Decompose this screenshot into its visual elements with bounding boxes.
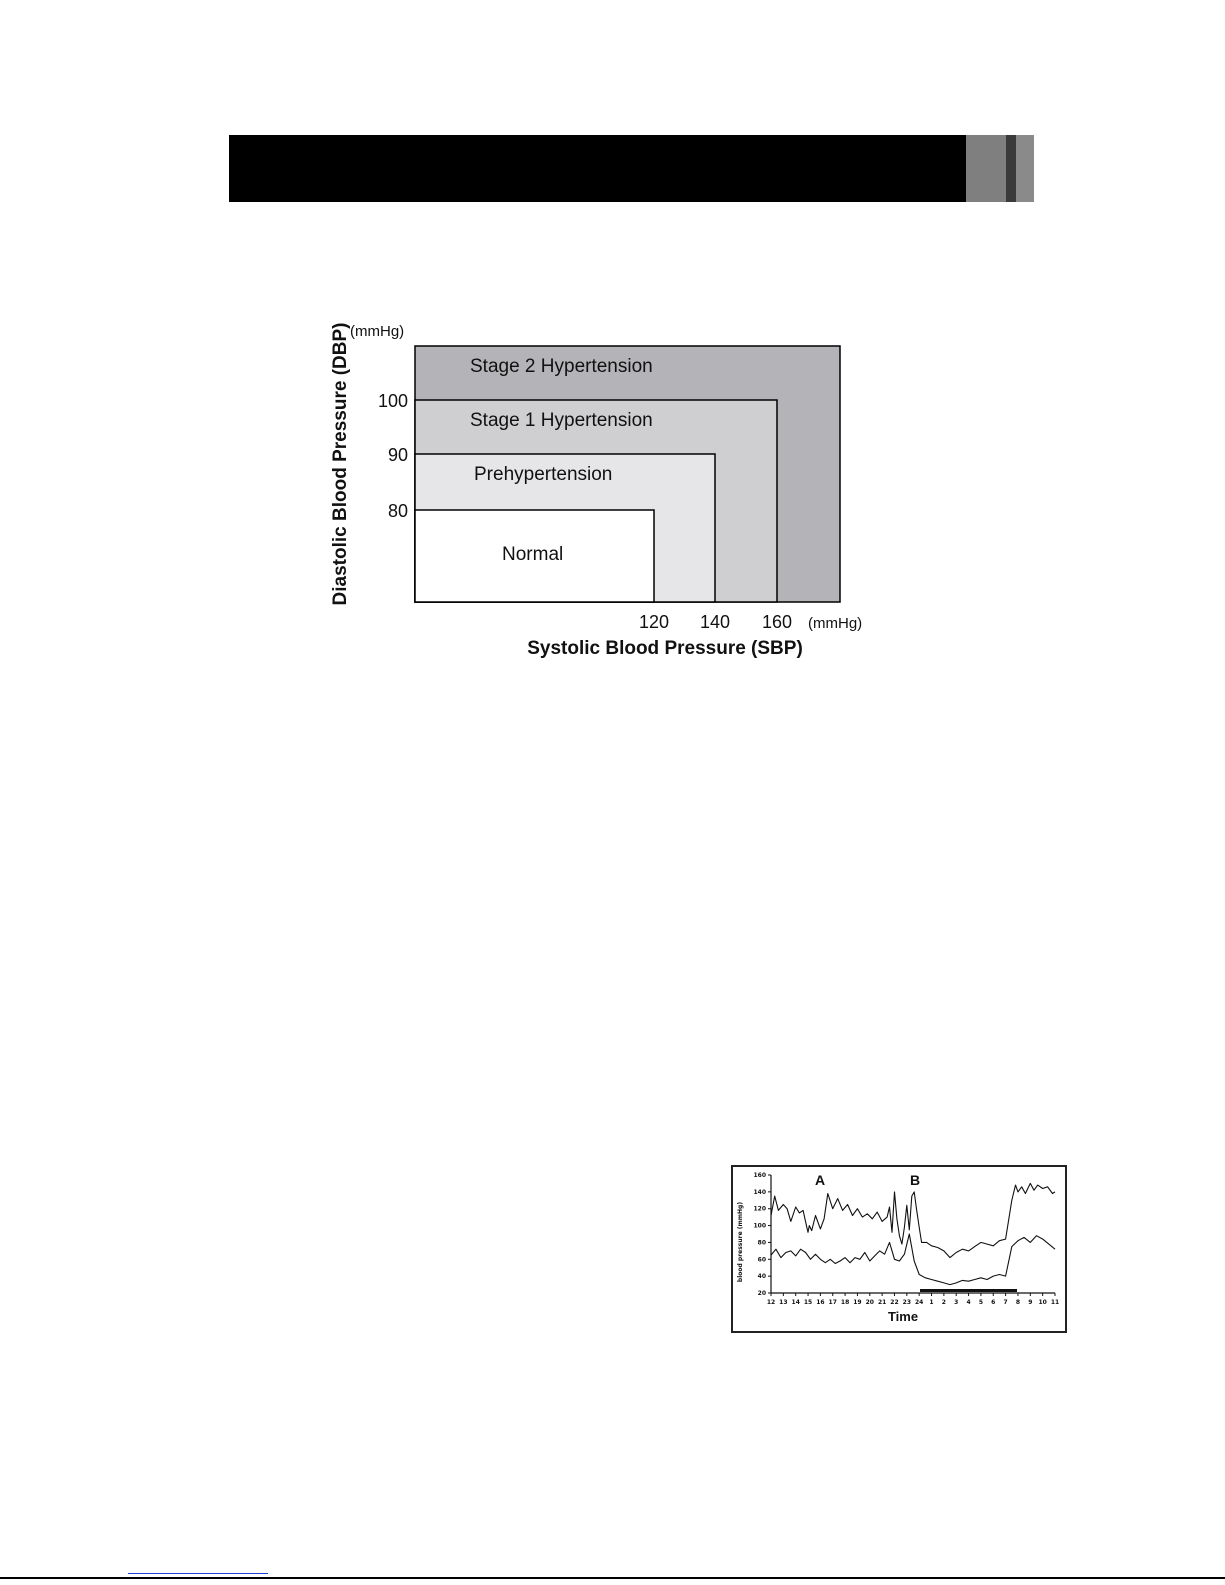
trend-y-tick-label: 80 bbox=[757, 1239, 766, 1247]
zone-label-stage1: Stage 1 Hypertension bbox=[470, 410, 653, 431]
x-unit: (mmHg) bbox=[808, 615, 863, 632]
trend-x-tick-label: 23 bbox=[902, 1299, 912, 1306]
y-tick-90: 90 bbox=[387, 445, 408, 465]
trend-x-tick-label: 2 bbox=[941, 1299, 946, 1306]
y-tick-100: 100 bbox=[377, 391, 408, 411]
y-tick-80: 80 bbox=[387, 501, 408, 521]
trend-x-tick-label: 10 bbox=[1038, 1299, 1047, 1306]
annotation-a: A bbox=[815, 1172, 826, 1188]
trend-line-diastolic bbox=[771, 1234, 1055, 1285]
trend-x-tick-label: 1 bbox=[929, 1299, 934, 1306]
trend-y-tick-label: 100 bbox=[753, 1222, 766, 1230]
trend-x-tick-label: 3 bbox=[954, 1299, 959, 1306]
trend-x-tick-label: 14 bbox=[791, 1299, 800, 1306]
header-tab-edge bbox=[1016, 135, 1034, 202]
trend-y-tick-label: 160 bbox=[753, 1172, 766, 1179]
trend-y-tick-label: 140 bbox=[753, 1188, 766, 1196]
trend-x-tick-label: 5 bbox=[978, 1299, 984, 1306]
trend-x-tick-label: 19 bbox=[853, 1299, 862, 1306]
trend-y-tick-label: 120 bbox=[753, 1205, 766, 1213]
trend-x-tick-label: 20 bbox=[865, 1299, 874, 1306]
trend-x-tick-label: 12 bbox=[766, 1299, 776, 1306]
trend-y-tick-label: 40 bbox=[757, 1273, 766, 1281]
trend-x-tick-label: 6 bbox=[991, 1299, 996, 1306]
sleep-period-bar bbox=[920, 1289, 1017, 1292]
x-tick-160: 160 bbox=[761, 612, 793, 632]
header-tab-divider bbox=[1006, 135, 1016, 202]
trend-y-title: blood pressure (mmHg) bbox=[737, 1201, 744, 1283]
footer-rule bbox=[0, 1577, 1225, 1579]
header-tab-marker bbox=[966, 135, 1006, 202]
trend-x-tick-label: 8 bbox=[1015, 1299, 1021, 1306]
trend-x-tick-label: 16 bbox=[816, 1299, 825, 1306]
page-header-bar bbox=[229, 135, 966, 202]
trend-x-tick-label: 18 bbox=[840, 1299, 850, 1306]
bp-trend-chart bbox=[733, 1167, 1065, 1331]
zone-label-stage2: Stage 2 Hypertension bbox=[470, 356, 653, 377]
trend-x-tick-label: 17 bbox=[828, 1299, 837, 1306]
trend-x-tick-label: 7 bbox=[1003, 1299, 1008, 1306]
trend-x-tick-label: 21 bbox=[877, 1299, 887, 1306]
zone-label-prehypertension: Prehypertension bbox=[474, 464, 613, 485]
bp-trend-figure bbox=[731, 1165, 1067, 1333]
trend-x-tick-label: 4 bbox=[966, 1299, 971, 1306]
trend-x-tick-label: 15 bbox=[803, 1299, 813, 1306]
trend-x-tick-label: 13 bbox=[779, 1299, 788, 1306]
trend-y-tick-label: 60 bbox=[757, 1256, 766, 1264]
annotation-b: B bbox=[910, 1172, 921, 1188]
footer-link-underline[interactable] bbox=[128, 1573, 268, 1574]
trend-x-tick-label: 9 bbox=[1028, 1299, 1033, 1306]
x-tick-120: 120 bbox=[638, 612, 670, 632]
x-axis-title: Systolic Blood Pressure (SBP) bbox=[527, 638, 803, 659]
trend-x-title: Time bbox=[887, 1309, 919, 1324]
x-tick-140: 140 bbox=[699, 612, 731, 632]
trend-x-tick-label: 24 bbox=[914, 1299, 924, 1306]
zone-label-normal: Normal bbox=[502, 544, 564, 565]
trend-lines bbox=[771, 1183, 1055, 1284]
trend-y-tick-label: 20 bbox=[757, 1290, 766, 1297]
trend-x-tick-label: 11 bbox=[1050, 1299, 1060, 1306]
y-axis-title: Diastolic Blood Pressure (DBP) bbox=[330, 322, 351, 606]
trend-x-tick-label: 22 bbox=[890, 1299, 899, 1306]
y-unit: (mmHg) bbox=[350, 323, 405, 340]
bp-classification-chart bbox=[320, 312, 880, 672]
